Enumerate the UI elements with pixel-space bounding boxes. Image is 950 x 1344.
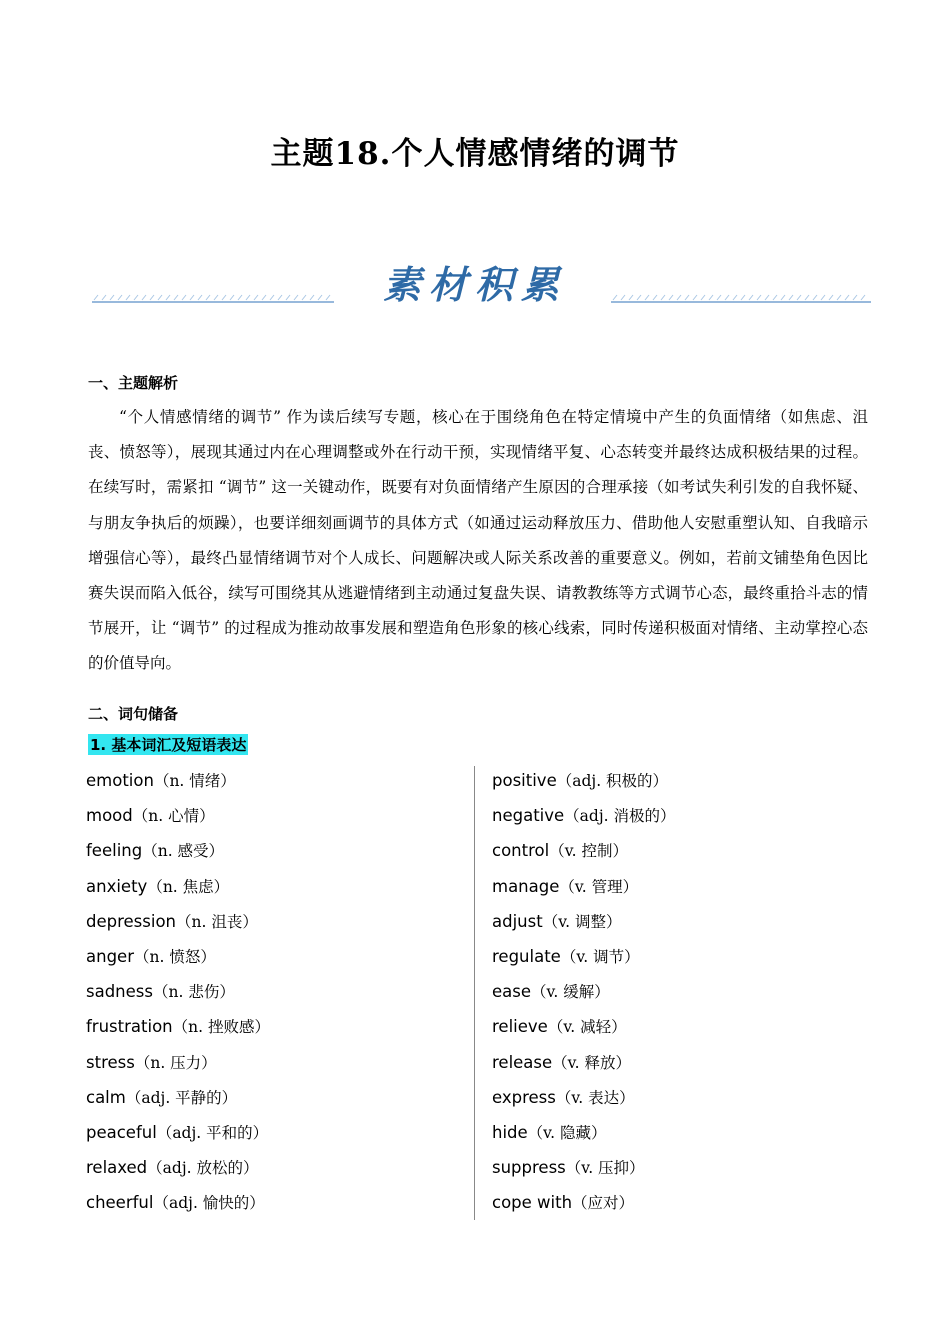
vocab-gloss: （n. 心情） (132, 807, 215, 826)
vocab-gloss: （adj. 愉快的） (153, 1194, 265, 1213)
vocab-item (86, 869, 466, 904)
vocab-word: feeling (86, 841, 143, 861)
vocab-gloss: （v. 压抑） (565, 1159, 645, 1178)
vocab-right-column (492, 763, 872, 1220)
vocab-word: cheerful (86, 1193, 154, 1213)
vocab-word: mood (86, 806, 133, 826)
vocab-item (492, 798, 872, 833)
vocab-word: control (492, 841, 550, 861)
vocab-item (86, 1150, 466, 1185)
vocab-subheading: 1. 基本词汇及短语表达 (90, 736, 247, 754)
vocab-item (86, 1185, 466, 1220)
vocab-word: anxiety (86, 876, 148, 896)
vocab-gloss: （v. 调节） (560, 947, 640, 966)
vocab-word: cope with (492, 1193, 573, 1213)
vocab-item (492, 1045, 872, 1080)
vocab-item (492, 904, 872, 939)
vocab-gloss: （v. 缓解） (531, 983, 610, 1002)
vocab-word: peaceful (86, 1122, 157, 1142)
vocab-gloss: （n. 情绪） (153, 772, 236, 790)
vocab-word: calm (86, 1087, 126, 1107)
vocab-word: hide (492, 1122, 528, 1142)
vocab-gloss: （n. 焦虑） (147, 877, 230, 896)
vocab-gloss: （adj. 放松的） (147, 1159, 259, 1178)
vocab-word: ease (492, 982, 532, 1002)
vocab-word: depression (86, 911, 177, 931)
vocab-word: adjust (492, 911, 543, 931)
vocab-left-column (86, 763, 466, 1220)
vocab-word: positive (492, 771, 557, 790)
vocab-gloss: （n. 挫败感） (172, 1018, 270, 1037)
vocab-gloss: （n. 悲伤） (152, 983, 235, 1002)
vocab-word: express (492, 1087, 556, 1107)
vocab-word: relieve (492, 1017, 548, 1037)
vocab-gloss: （v. 调整） (542, 912, 622, 931)
vocab-word: manage (492, 876, 560, 896)
vocab-item (86, 1045, 466, 1080)
vocab-item (492, 1150, 872, 1185)
vocab-word: emotion (86, 771, 154, 790)
vocab-item (86, 1115, 466, 1150)
vocab-item (492, 939, 872, 974)
vocab-item (86, 798, 466, 833)
section1-paragraph-block (88, 400, 868, 682)
vocab-item (86, 904, 466, 939)
vocab-gloss: （n. 沮丧） (176, 912, 258, 931)
vocab-item (86, 939, 466, 974)
vocab-word: regulate (492, 946, 561, 966)
vocab-word: stress (86, 1052, 135, 1072)
vocab-item (86, 1009, 466, 1044)
vocab-gloss: （adj. 消极的） (564, 807, 676, 826)
vocab-item (492, 833, 872, 868)
vocab-gloss: （v. 管理） (559, 877, 639, 896)
section2-heading: 二、词句储备 (88, 705, 179, 723)
section1-heading: 一、主题解析 (88, 374, 179, 392)
vocab-item (492, 1080, 872, 1115)
vocab-item (86, 1080, 466, 1115)
section1-paragraph: “个人情感情绪的调节” 作为读后续写专题，核心在于围绕角色在特定情境中产生的负面情绪（如焦虑、沮丧、愤怒等），展现其通过内在心理调整或外在行动干预，实现情绪平复、心态转变并最终达成积极结果的过程。在续写时，需紧扣 “调节” 这一关键动作，既要有对负面情绪产生原因的合理承接（如考试失利引发的自我怀疑、与朋友争执后的烦躁），也要详细刻画调节的具体方式（如通过运动释放压力、借助他人安慰重塑认知、自我暗示增强信心等），最终凸显情绪调节对个人成长、问题解决或人际关系改善的重要意义。例如，若前文铺垫角色因比赛失误而陷入低谷，续写可围绕其从逃避情绪到主动通过复盘失误、请教教练等方式调节心态，最终重拾斗志的情节展开，让 “调节” 的过程成为推动故事发展和塑造角色形象的核心线索，同时传递积极面对情绪、主动掌控心态的价值导向。 (88, 408, 868, 673)
banner-title: 素材积累 (382, 262, 567, 307)
vocab-word: relaxed (86, 1158, 148, 1178)
vocab-item (86, 974, 466, 1009)
vocab-word: release (492, 1052, 553, 1072)
vocab-item (492, 974, 872, 1009)
vocab-gloss: （v. 释放） (552, 1053, 631, 1072)
vocab-gloss: （n. 感受） (142, 842, 225, 861)
vocab-gloss: （v. 控制） (549, 842, 628, 861)
vocab-item (86, 833, 466, 868)
page-title: 主题18.个人情感情绪的调节 (270, 136, 680, 172)
vocab-item (492, 763, 872, 798)
vocab-word: negative (492, 806, 565, 826)
vocab-gloss: （v. 表达） (555, 1088, 635, 1107)
vocab-word: frustration (86, 1017, 173, 1037)
vocab-word: anger (86, 946, 134, 966)
banner-right-line (611, 294, 871, 304)
vocab-gloss: （adj. 积极的） (556, 772, 669, 790)
vocab-item (492, 1115, 872, 1150)
vocab-item (492, 1009, 872, 1044)
vocab-gloss: （adj. 平和的） (156, 1123, 269, 1142)
vocab-gloss: （v. 隐藏） (527, 1123, 607, 1142)
vocab-gloss: （v. 减轻） (547, 1018, 627, 1037)
vocab-item (492, 869, 872, 904)
vocab-word: suppress (492, 1158, 566, 1178)
vocab-word: sadness (86, 982, 153, 1002)
column-divider (474, 766, 475, 1220)
vocab-gloss: （adj. 平静的） (125, 1088, 238, 1107)
vocab-item (86, 763, 466, 798)
vocab-gloss: （n. 愤怒） (133, 947, 216, 966)
vocab-item (492, 1185, 872, 1220)
vocab-gloss: （n. 压力） (134, 1053, 217, 1072)
vocab-gloss: （应对） (572, 1194, 635, 1213)
